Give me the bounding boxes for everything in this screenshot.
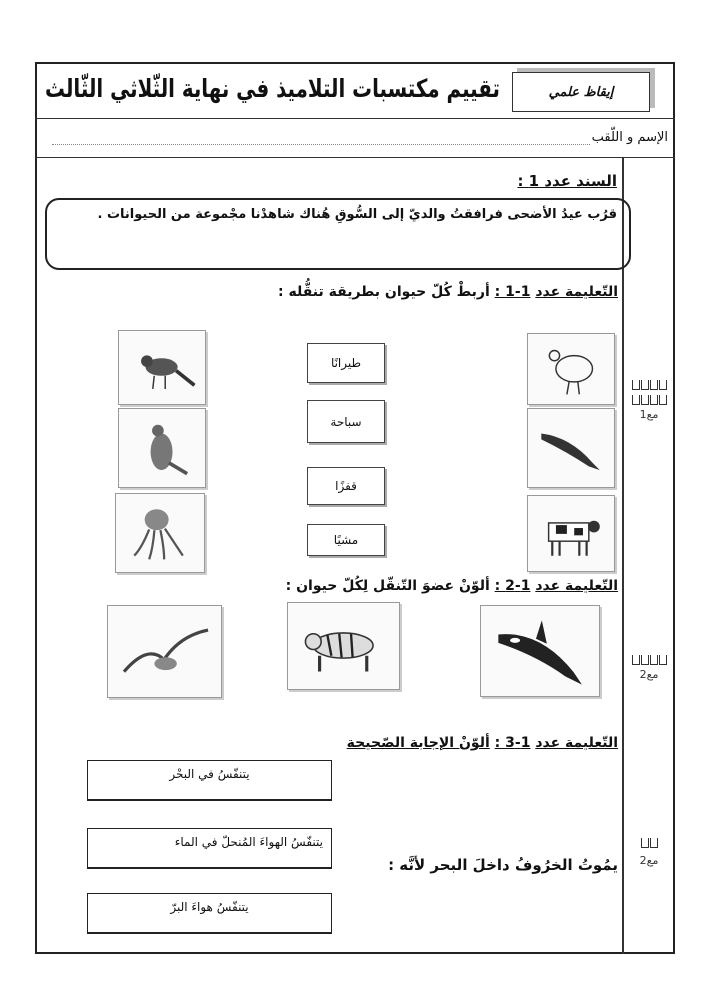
name-field[interactable] — [52, 130, 668, 145]
orca-image[interactable] — [480, 605, 600, 697]
mark-boxes[interactable] — [624, 395, 674, 405]
instruction-prefix: التّعليمة عدد — [535, 578, 618, 594]
label-jumping[interactable]: قفزًا — [307, 467, 385, 505]
dolphin-image[interactable] — [527, 408, 615, 488]
mark-boxes[interactable] — [624, 838, 674, 848]
mark-boxes[interactable] — [624, 380, 674, 390]
criterion-label: مع2 — [639, 668, 659, 681]
tiger-image[interactable] — [287, 602, 400, 690]
page-title: تقييم مكتسبات التلاميذ في نهاية الثّلاثي الثّالث — [45, 74, 500, 103]
marks-criterion-3 — [624, 838, 674, 867]
cow-image[interactable] — [527, 495, 615, 572]
answer-option[interactable]: يتنفّسُ في البحْر — [87, 760, 332, 801]
instruction-number: 1-1 : — [494, 284, 531, 300]
marks-criterion-1 — [624, 380, 674, 421]
seagull-image[interactable] — [107, 605, 222, 698]
document-label: السند عدد 1 : — [517, 172, 617, 190]
answer-option[interactable]: يتنفّسُ هواءَ البرّ — [87, 893, 332, 934]
label-swimming[interactable]: سباحة — [307, 400, 385, 443]
page-title-area — [45, 72, 500, 112]
name-dotted-line[interactable] — [52, 132, 590, 145]
instruction-text: أربطْ كُلّ حيوان بطريقة تنقُّله : — [278, 284, 490, 300]
subject-label: إيقاظ علمي — [512, 72, 650, 112]
mark-boxes[interactable] — [624, 655, 674, 665]
question-text: يمُوتُ الخرُوفُ داخلَ البحر لأنَّه : — [388, 856, 618, 874]
instruction-prefix: التّعليمة عدد — [535, 284, 618, 300]
instruction-text: ألوّنْ الإجابة الصّحيحة — [346, 735, 490, 751]
label-flying[interactable]: طيرانًا — [307, 343, 385, 383]
instruction-1-2 — [286, 578, 618, 594]
marks-column-divider — [622, 157, 624, 954]
instruction-1-3 — [347, 735, 618, 751]
instruction-prefix: التّعليمة عدد — [535, 735, 618, 751]
criterion-label: مع2 — [639, 854, 659, 867]
instruction-number: 1-3 : — [494, 735, 531, 751]
label-walking[interactable]: مشيًا — [307, 524, 385, 556]
divider — [35, 118, 675, 119]
instruction-text: ألوّنْ عضوَ التّنقّل لِكُلّ حيوان : — [285, 578, 490, 594]
answer-option[interactable]: يتنفّسُ الهواءَ المُنحلّ في الماء — [87, 828, 332, 869]
criterion-label: مع1 — [639, 408, 659, 421]
hen-image[interactable] — [527, 333, 615, 405]
bird-image[interactable] — [118, 330, 206, 405]
instruction-1-1 — [278, 284, 618, 300]
kangaroo-image[interactable] — [118, 408, 206, 488]
instruction-number: 1-2 : — [494, 578, 531, 594]
marks-criterion-2 — [624, 655, 674, 681]
octopus-image[interactable] — [115, 493, 205, 573]
divider — [35, 157, 675, 158]
name-label: الإسم و اللّقب — [591, 130, 668, 145]
document-box: قرُب عيدُ الأضحى فرافقتُ والديّ إلى السُّوقِ هُناك شاهدْنا مجْموعة من الحيوانات . — [45, 198, 631, 270]
